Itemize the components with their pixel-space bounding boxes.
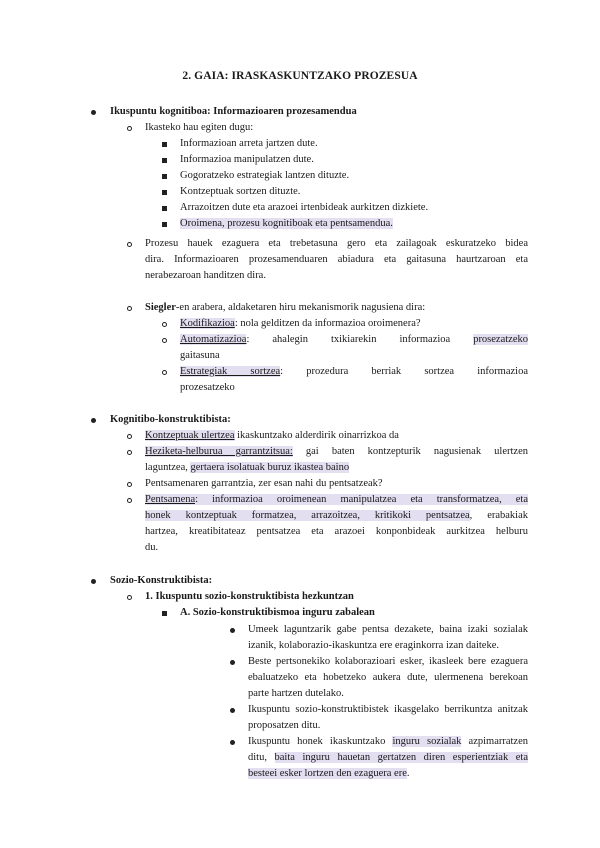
term-pentsamena: Pentsamena [145, 494, 196, 505]
section-heading-sozio-konstruktibista: Sozio-Konstruktibista: [110, 575, 213, 586]
list-item-text: gai baten kontzepturik nagusienak ulertzen [292, 446, 528, 457]
list-item-text: ikaskuntzako alderdirik oinarrizkoa da [234, 430, 399, 441]
list-item [145, 492, 528, 508]
paragraph-line: Umeek laguntzarik gabe pentsa dezakete, baina izaki sozialak [248, 624, 528, 635]
paragraph-line: Prozesu hauek ezaguera eta trebetasuna gero eta zailagoak eskuratzeko bidea [145, 238, 528, 249]
bullet-icon [91, 418, 96, 423]
bullet-icon [162, 222, 167, 227]
paragraph-line: proposatzen ditu. [248, 720, 321, 731]
bullet-icon [162, 174, 167, 179]
paragraph-line [145, 508, 528, 524]
bullet-icon [162, 370, 167, 375]
list-item: Gogoratzeko estrategiak lantzen dituzte. [180, 170, 350, 181]
list-item-text: -en arabera, aldaketaren hiru mekanismorik nagusiena dira: [175, 302, 426, 313]
paragraph-text: laguntzea, [145, 462, 191, 473]
bullet-icon [162, 322, 167, 327]
paragraph-line: parte hartzen dutelako. [248, 688, 344, 699]
paragraph-line: Beste pertsonekiko kolaborazioari esker, ikasleek bere ezaguera [248, 656, 528, 667]
bullet-icon [162, 142, 167, 147]
list-item [145, 444, 528, 460]
bullet-icon [230, 708, 235, 713]
paragraph-text: azpimarratzen [461, 736, 528, 747]
bullet-icon [127, 306, 132, 311]
bullet-icon [127, 482, 132, 487]
page-title: 2. GAIA: IRASKASKUNTZAKO PROZESUA [182, 70, 418, 82]
list-item-text: : nola gelditzen da informazioa oroimenera? [234, 318, 421, 329]
paragraph-line: du. [145, 542, 159, 553]
section-heading-kognitiboa: Ikuspuntu kognitiboa: Informazioaren prozesamendua [110, 106, 357, 117]
list-item-text: : ahalegin txikiarekin informazioa [246, 334, 474, 345]
term-automatizazioa: Automatizazioa [180, 334, 247, 345]
bullet-icon [230, 660, 235, 665]
bullet-icon [91, 110, 96, 115]
paragraph-text: ditu, [248, 752, 275, 763]
list-item [145, 428, 399, 444]
list-item-text: : prozedura berriak sortzea informazioa [280, 366, 528, 377]
highlighted-text: baita inguru hauetan gertatzen diren esperientziak eta [274, 752, 528, 763]
list-item: Ikasteko hau egiten dugu: [145, 122, 254, 133]
highlighted-text: prosezatzeko [473, 334, 528, 345]
paragraph-line: gaitasuna [180, 350, 220, 361]
bullet-icon [162, 338, 167, 343]
paragraph-line: hartzea, kreatibitateaz pentsatzea eta arazoei konponbideak aurkitzea helburu [145, 526, 528, 537]
highlighted-text: gertaera isolatuak buruz ikastea baino [190, 462, 350, 473]
paragraph-text: , erabakiak [469, 510, 528, 521]
bullet-icon [91, 579, 96, 584]
list-item [180, 332, 528, 348]
list-item [180, 216, 393, 232]
bullet-icon [127, 595, 132, 600]
paragraph-line: ebaluatzeko eta hobetzeko aukera dute, ulermenena berekoan [248, 672, 528, 683]
siegler-name: Siegler [145, 302, 176, 313]
subsection-heading: 1. Ikuspuntu sozio-konstruktibista hezkuntzan [145, 591, 354, 602]
paragraph-line: Ikuspuntu sozio-konstruktibistek ikasgelako berrikuntza anitzak [248, 704, 528, 715]
bullet-icon [162, 190, 167, 195]
bullet-icon [127, 126, 132, 131]
bullet-icon [162, 611, 167, 616]
paragraph-line [145, 460, 349, 476]
paragraph-line [248, 750, 528, 766]
paragraph-line [248, 766, 409, 782]
paragraph-line: dira. Informazioaren prozesamenduaren abiadura eta gaitasuna haurtzaroan eta [145, 254, 528, 265]
paragraph-line: prozesatzeko [180, 382, 235, 393]
list-item: Arrazoitzen dute eta arazoei irtenbideak aurkitzen dizkiete. [180, 202, 429, 213]
bullet-icon [127, 450, 132, 455]
paragraph-text: Ikuspuntu honek ikaskuntzako [248, 736, 393, 747]
bullet-icon [127, 498, 132, 503]
list-item: Informazioan arreta jartzen dute. [180, 138, 318, 149]
term-kodifikazioa: Kodifikazioa [180, 318, 235, 329]
highlighted-text: inguru sozialak [392, 736, 462, 747]
term-heziketa-helburua: Heziketa-helburua garrantzitsua: [145, 446, 293, 457]
bullet-icon [127, 242, 132, 247]
list-item [145, 300, 425, 316]
term-kontzeptuak-ulertzea: Kontzeptuak ulertzea [145, 430, 235, 441]
highlighted-text: : informazioa oroimenean manipulatzea eta transformatzea, eta [195, 494, 528, 505]
paragraph-line [248, 734, 528, 750]
list-item [180, 364, 528, 380]
paragraph-line: izanik, kolaborazio-ikaskuntza ere eraginkorra izan daiteke. [248, 640, 500, 651]
bullet-icon [162, 158, 167, 163]
section-heading-kognitibo-konstruktibista: Kognitibo-konstruktibista: [110, 414, 231, 425]
term-estrategiak-sortzea: Estrategiak sortzea [180, 366, 281, 377]
bullet-icon [127, 434, 132, 439]
list-item: Pentsamenaren garrantzia, zer esan nahi du pentsatzeak? [145, 478, 383, 489]
list-item: Informazioa manipulatzen dute. [180, 154, 314, 165]
highlighted-text: honek kontzeptuak formatzea, arrazoitzea, kritikoki pentsatzea [145, 510, 470, 521]
highlighted-text: Oroimena, prozesu kognitiboak eta pentsamendua. [180, 218, 393, 229]
list-item: Kontzeptuak sortzen dituzte. [180, 186, 301, 197]
paragraph-text: . [406, 768, 410, 779]
bullet-icon [230, 740, 235, 745]
highlighted-text: besteei esker lortzen den ezaguera ere [248, 768, 407, 779]
bullet-icon [162, 206, 167, 211]
subsubsection-heading: A. Sozio-konstruktibismoa inguru zabalean [180, 607, 375, 618]
list-item [180, 316, 421, 332]
bullet-icon [230, 628, 235, 633]
paragraph-line: nerabezaroan handitzen dira. [145, 270, 266, 281]
